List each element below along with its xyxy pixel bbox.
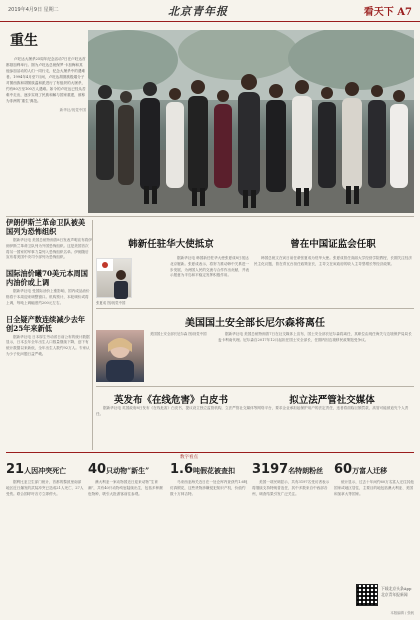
digit-number: 60 xyxy=(334,462,353,477)
issue-date: 2019年4月9日 星期二 xyxy=(8,7,59,13)
digit-item xyxy=(6,462,84,612)
headline-uk-1: 英发布《在线危害》白皮书 xyxy=(113,395,228,406)
crowd-walking-illustration xyxy=(88,30,414,213)
story-text-iran: 据新华社电 美国总统特朗普8日发表声明宣布将伊朗伊斯兰革命卫队列为外国恐怖组织。这是美国首次将另一国家的军事力量列入恐怖组织名单。伊朗随后宣布将美国中央司令部列为恐怖组织。 xyxy=(6,238,92,260)
strip-title: 数字看点 xyxy=(180,455,198,460)
digit-item xyxy=(88,462,166,612)
story-title-japan: 日全疑产数连续减少去年创25年来新低 xyxy=(6,314,86,333)
qr-text-line: 下载北京头条App xyxy=(381,586,412,591)
qr-text-line: 北京青年报新闻 xyxy=(381,592,408,597)
digit-unit: 只动物“新生” xyxy=(106,466,150,475)
ceo-text: 韩国总统文在寅日前任命张夏成为驻华大使。张夏成曾任高丽大学经营学院教授，长期关注经济民主化议题，曾在青瓦台担任政策室长，主导文在寅政府的收入主导型增长等经济政策。 xyxy=(254,256,412,266)
digit-number: 40 xyxy=(88,462,107,477)
digit-unit: 万富人迁移 xyxy=(352,466,388,475)
digit-text: 据利比亚卫生部门统计，首都的黎波里南部地区近日爆发的武装冲突已造成21人死亡、27人受伤。联合国呼吁各方立即停火。 xyxy=(6,480,84,496)
digit-unit: 人因冲突死亡 xyxy=(24,466,67,475)
qr-caption xyxy=(381,586,411,598)
lead-credit: 新华社/视觉中国 xyxy=(59,108,86,112)
dhs-text: 据新华社电 美国总统特朗普7日在社交媒体上宣布，国土安全部长尼尔森将离任，其职位由现任海关与边境保护局局长麦卡利南代理。尼尔森自2017年12月起担任国土安全部长，任期内因边境移民政策饱受争议。 xyxy=(218,332,412,342)
digit-unit: 吨假花被查扣 xyxy=(193,466,236,475)
lead-title: 重生 xyxy=(10,33,38,49)
lead-story xyxy=(6,30,86,208)
digit-number: 1.6 xyxy=(170,462,194,477)
story-title-oil: 国际油价曦70美元本周国内油价或上调 xyxy=(6,269,88,288)
story-text-japan: 据新华社电 日本厚生劳动省日前公布的统计数据显示，日本去年全年出生人口数量继续下降，创下有统计数据以来新低，全年出生人数约92万人。专家认为少子化问题日益严峻。 xyxy=(6,334,90,356)
divider-line xyxy=(96,308,414,309)
flag-portrait-illustration xyxy=(97,259,133,299)
section-label: 看天下 A7 xyxy=(363,7,412,18)
ambassador-caption: 张夏成 图/视觉中国 xyxy=(96,301,126,305)
digit-text: 澳大利亚一家动物园近日迎来动物“生育潮”，共有40只动物幼崽陆续出生，包括多种濒危物种，吸引大批游客前往参观。 xyxy=(88,480,163,496)
digit-text: 统计显示，过去十年间约60万名富人迁往其他国家或地区居住，主要目的地包括澳大利亚、美国和加拿大等国家。 xyxy=(334,480,414,496)
headline-ceo: 曾在中国证监会任职 xyxy=(290,239,376,250)
story-title-iran: 伊朗伊斯兰革命卫队被美国列为恐怖组织 xyxy=(6,218,86,236)
digit-item xyxy=(170,462,248,612)
lead-text: 卢旺达大屠杀25周年纪念活动7日在卢旺达首都基加利举行。图为卢旺达总统保罗·卡加梅和其他参加活动的人们一同行走，纪念大屠杀中的遇难者。1994年4月至7月间，卢旺达胡图族极端分子对图西族和胡图族温和派进行了有组织的大屠杀，约有80万至100万人遇难。如今的卢旺达已经从苦难中走出，逐步实现了民族和解与国家重建，被称为非洲的‘重生’典范。 xyxy=(6,57,86,103)
uk-text: 据新华社电 英国政府8日发布《在线危害》白皮书，提议设立独立监管机构，立法严管社交媒体等网络平台，要求企业承担起保护用户的法定责任，违者将面临巨额罚款，高管可能被追究个人责任。 xyxy=(96,406,409,416)
divider-line xyxy=(6,216,414,217)
lead-photo xyxy=(88,30,414,213)
digit-item xyxy=(252,462,330,612)
qr-code-icon[interactable] xyxy=(356,584,378,606)
ambassador-photo xyxy=(96,258,132,298)
digit-number: 21 xyxy=(6,462,25,477)
paper-name: 北京青年报 xyxy=(168,5,228,18)
left-column xyxy=(6,218,92,358)
page-header xyxy=(0,0,420,22)
digit-text: 美国一项民调显示，共有3197名受访者表示将继续支持特朗普连任，其中多数来自中西部各州，调查结果引发广泛关注。 xyxy=(252,480,330,496)
divider-line xyxy=(92,220,93,450)
headline-uk-2: 拟立法严管社交媒体 xyxy=(289,395,375,406)
digit-number: 3197 xyxy=(252,462,289,477)
headline-dhs: 美国国土安全部长尼尔森将离任 xyxy=(185,318,325,329)
digit-text: 马来西亚海关近日在一处仓库内查获约1.6吨仿真假花，这些货物涉嫌侵犯知识产权，价值约数十万林吉特。 xyxy=(170,480,248,496)
nielsen-photo xyxy=(96,330,144,382)
korea-text: 据新华社电 韩国新任驻华大使张夏成8日抵达北京履新。张夏成表示，将努力推动韩中关系进一步发展，为两国人民的交流与合作作出贡献，并表示愿意为半岛和平稳定发挥积极作用。 xyxy=(170,256,250,278)
portrait-illustration xyxy=(96,330,144,382)
digit-unit: 名特朗粉丝 xyxy=(288,466,324,475)
headline-korea: 韩新任驻华大使抵京 xyxy=(128,239,214,250)
story-text-oil: 据新华社电 受国际油价上涨影响，国内成品油价格将于本周迎来调整窗口。机构预计，本轮调价或将上调，每吨上调幅度约200元左右。 xyxy=(6,289,90,305)
byline: 本版编辑 / 张帆 xyxy=(390,611,414,615)
nielsen-caption: 美国国土安全部长尼尔森 图/视觉中国 xyxy=(150,332,207,336)
divider-line xyxy=(96,386,414,387)
digit-item xyxy=(334,462,414,580)
divider-line xyxy=(6,452,414,453)
